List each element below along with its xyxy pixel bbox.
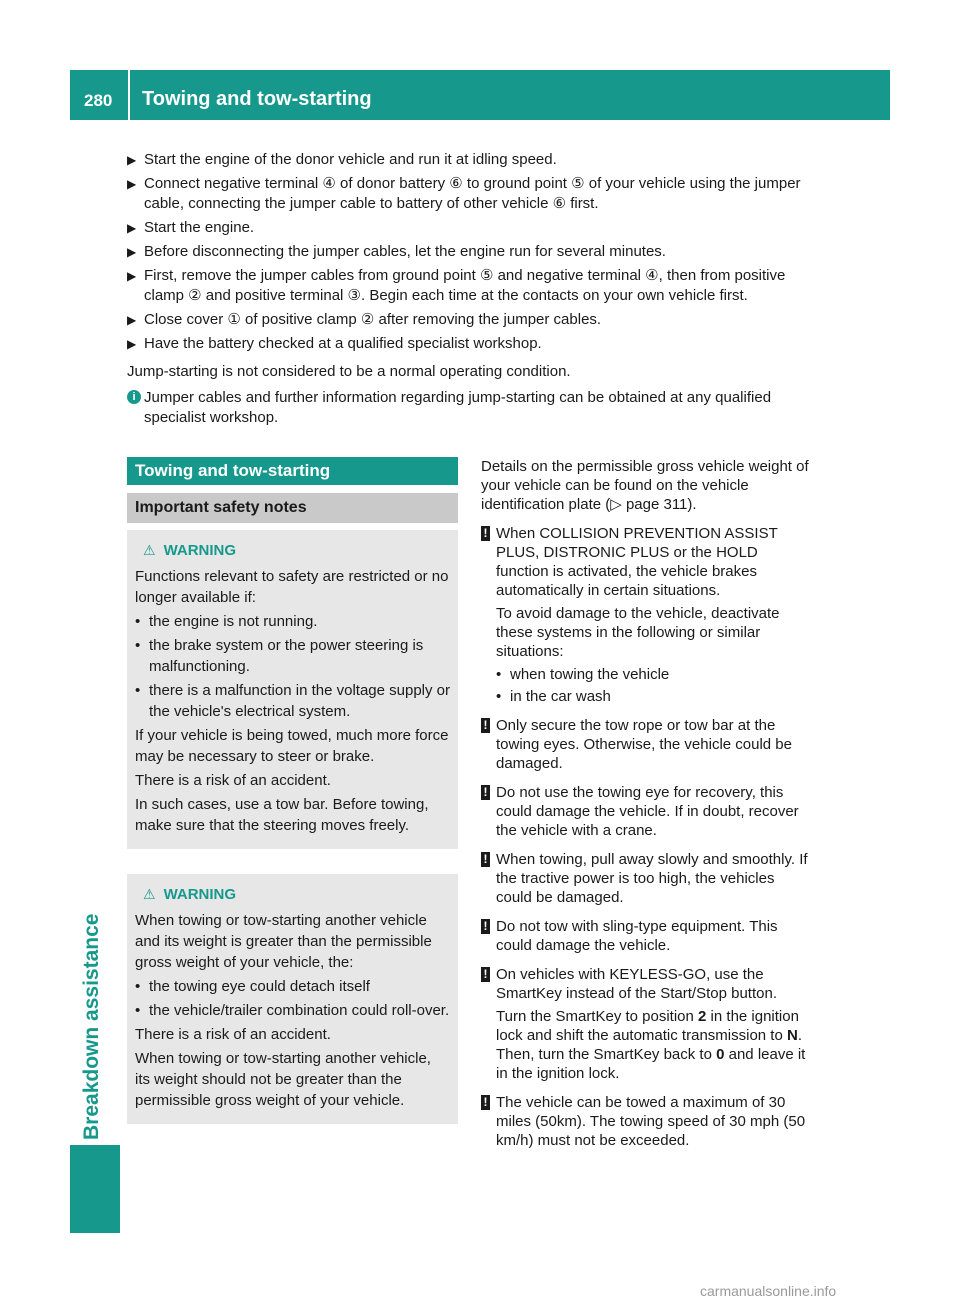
warning-triangle-icon: ⚠	[143, 886, 156, 902]
exclamation-icon: !	[481, 852, 490, 867]
section-title: Towing and tow-starting	[127, 457, 458, 485]
notice-block	[481, 1093, 813, 1150]
arrow-right-icon: ▶	[127, 153, 137, 167]
warning-label: WARNING	[163, 542, 237, 559]
list-item	[135, 611, 450, 632]
key-position-0: 0	[716, 1046, 725, 1063]
watermark: carmanualsonline.info	[700, 1283, 837, 1299]
notice-text: Only secure the tow rope or tow bar at the towing eyes. Otherwise, the vehicle could be damaged.	[496, 717, 792, 772]
notice-text: Do not use the towing eye for recovery, this could damage the vehicle. If in doubt, recover the vehicle with a crane.	[496, 784, 799, 839]
text-run: Turn the SmartKey to position	[496, 1008, 699, 1025]
warning-box	[127, 874, 458, 1124]
list-item	[135, 976, 450, 997]
list-item	[496, 665, 813, 684]
warning-text: Functions relevant to safety are restricted or no longer available if:	[135, 568, 449, 606]
list-item-text: in the car wash	[510, 688, 611, 705]
notice-block	[481, 917, 813, 955]
list-item-text: there is a malfunction in the voltage supply or the vehicle's electrical system.	[149, 682, 451, 720]
warning-text: In such cases, use a tow bar. Before towing, make sure that the steering moves freely.	[135, 796, 429, 834]
step-text: Start the engine.	[144, 219, 255, 236]
bullet-icon: •	[496, 666, 502, 683]
exclamation-icon: !	[481, 967, 490, 982]
notice-block	[481, 783, 813, 840]
bullet-icon: •	[135, 613, 141, 630]
bullet-icon: •	[135, 1002, 141, 1019]
info-text: Jumper cables and further information regarding jump-starting can be obtained at any qualified specialist workshop.	[144, 389, 772, 426]
step-text: Close cover ① of positive clamp ② after removing the jumper cables.	[144, 311, 602, 328]
list-item-text: the towing eye could detach itself	[149, 978, 370, 995]
notice-block	[481, 850, 813, 907]
list-item	[135, 1000, 450, 1021]
left-column	[127, 457, 458, 1124]
subsection-title: Important safety notes	[127, 493, 458, 523]
side-tab-marker	[70, 1145, 120, 1233]
text-run: in the ignition lock and shift the automatic transmission to	[496, 1008, 799, 1044]
step-text: Have the battery checked at a qualified specialist workshop.	[144, 335, 542, 352]
arrow-right-icon: ▶	[127, 221, 137, 235]
warning-text: There is a risk of an accident.	[135, 772, 331, 789]
notice-text: Do not tow with sling-type equipment. This could damage the vehicle.	[496, 918, 778, 954]
step-item	[127, 150, 817, 170]
notice-text: When COLLISION PREVENTION ASSIST PLUS, DISTRONIC PLUS or the HOLD function is activated, the vehicle brakes automatically in certain situations.	[496, 525, 778, 599]
arrow-right-icon: ▶	[127, 337, 137, 351]
exclamation-icon: !	[481, 718, 490, 733]
notice-text: To avoid damage to the vehicle, deactivate these systems in the following or similar situations:	[496, 605, 780, 660]
gear-position-n: N	[786, 1027, 798, 1044]
text-run: . Then, turn the SmartKey back to	[496, 1027, 802, 1063]
exclamation-icon: !	[481, 785, 490, 800]
list-item-text: the engine is not running.	[149, 613, 318, 630]
warning-text: If your vehicle is being towed, much more force may be necessary to steer or brake.	[135, 727, 449, 765]
step-text: First, remove the jumper cables from ground point ⑤ and negative terminal ④, then from positive clamp ② and positive terminal ③. Begin each time at the contacts on your own vehicle first.	[144, 267, 786, 304]
step-item	[127, 242, 817, 262]
warning-triangle-icon: ⚠	[143, 542, 156, 558]
side-tab-label: Breakdown assistance	[80, 913, 103, 1140]
step-item	[127, 174, 817, 214]
warning-text: When towing or tow-starting another vehicle and its weight is greater than the permissible gross weight of your vehicle, the:	[135, 912, 432, 971]
warning-text: There is a risk of an accident.	[135, 1026, 331, 1043]
bullet-icon: •	[135, 682, 141, 699]
arrow-right-icon: ▶	[127, 313, 137, 327]
text-run: and leave it in the ignition lock.	[496, 1046, 806, 1082]
warning-label: WARNING	[163, 886, 237, 903]
list-item-text: when towing the vehicle	[510, 666, 670, 683]
info-icon: i	[127, 390, 141, 404]
list-item-text: the brake system or the power steering is malfunctioning.	[149, 637, 424, 675]
warning-heading	[135, 540, 450, 561]
step-item	[127, 218, 817, 238]
header-divider	[128, 70, 130, 120]
body-paragraph: Details on the permissible gross vehicle weight of your vehicle can be found on the vehicle identification plate (▷ page 311).	[481, 458, 809, 513]
jump-start-steps	[127, 150, 817, 428]
list-item	[135, 635, 450, 677]
notice-text: When towing, pull away slowly and smoothly. If the tractive power is too high, the vehicles could be damaged.	[496, 851, 808, 906]
page-number: 280	[84, 91, 113, 110]
header-title: Towing and tow-starting	[142, 88, 372, 110]
notice-block	[481, 524, 813, 706]
bullet-icon: •	[496, 688, 502, 705]
step-item	[127, 334, 817, 354]
notice-text: On vehicles with KEYLESS-GO, use the SmartKey instead of the Start/Stop button.	[496, 966, 777, 1002]
exclamation-icon: !	[481, 1095, 490, 1110]
warning-text: When towing or tow-starting another vehicle, its weight should not be greater than the permissible gross weight of your vehicle.	[135, 1050, 431, 1109]
exclamation-icon: !	[481, 526, 490, 541]
notice-block	[481, 965, 813, 1083]
step-text: Before disconnecting the jumper cables, let the engine run for several minutes.	[144, 243, 666, 260]
warning-box	[127, 530, 458, 849]
step-text: Start the engine of the donor vehicle and run it at idling speed.	[144, 151, 557, 168]
info-note	[127, 388, 817, 428]
step-text: Connect negative terminal ④ of donor battery ⑥ to ground point ⑤ of your vehicle using the jumper cable, connecting the jumper cable to battery of other vehicle ⑥ first.	[144, 175, 801, 212]
step-item	[127, 310, 817, 330]
arrow-right-icon: ▶	[127, 245, 137, 259]
bullet-icon: •	[135, 637, 141, 654]
notice-block	[481, 716, 813, 773]
arrow-right-icon: ▶	[127, 269, 137, 283]
notice-text	[496, 1007, 813, 1083]
warning-heading	[135, 884, 450, 905]
notice-text: The vehicle can be towed a maximum of 30 miles (50km). The towing speed of 30 mph (50 km/h) must not be exceeded.	[496, 1094, 806, 1149]
right-column	[481, 457, 813, 1154]
exclamation-icon: !	[481, 919, 490, 934]
list-item-text: the vehicle/trailer combination could roll-over.	[149, 1002, 450, 1019]
body-paragraph: Jump-starting is not considered to be a normal operating condition.	[127, 363, 571, 380]
page-header	[70, 70, 890, 120]
bullet-icon: •	[135, 978, 141, 995]
key-position-2: 2	[698, 1008, 707, 1025]
step-item	[127, 266, 817, 306]
list-item	[135, 680, 450, 722]
list-item	[496, 687, 813, 706]
arrow-right-icon: ▶	[127, 177, 137, 191]
